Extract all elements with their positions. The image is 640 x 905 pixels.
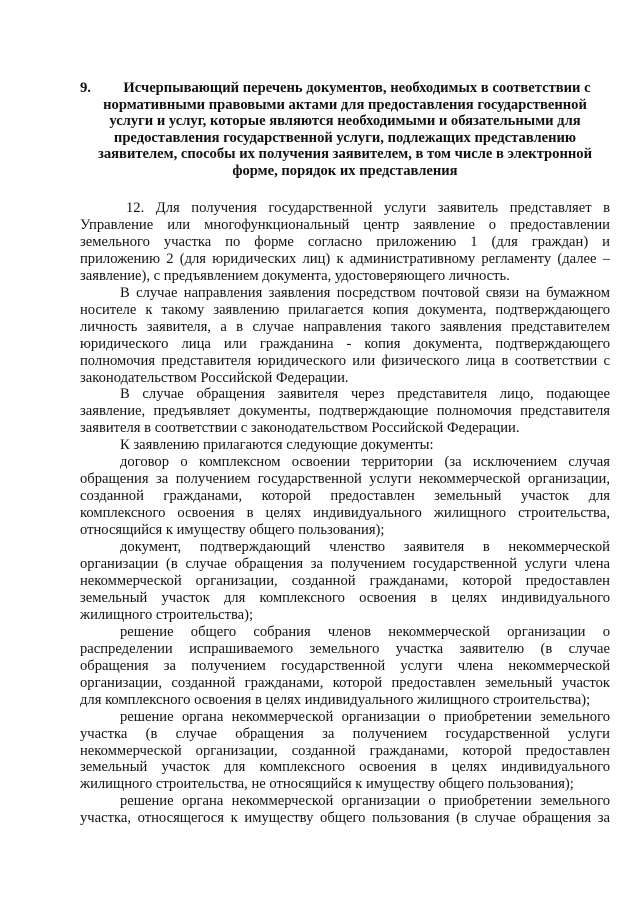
paragraph: [80, 200, 610, 285]
paragraph: [80, 285, 610, 387]
document-body: [80, 200, 610, 827]
heading-line: услуги и услуг, которые являются необходимыми и обязательными для: [109, 113, 581, 130]
text-line: В случае обращения заявителя через представителя лицо, подающее: [120, 386, 610, 403]
paragraph: [80, 437, 610, 454]
text-line: заявление, предъявляет документы, подтверждающие полномочия представителя: [80, 403, 610, 420]
text-line: комплексного освоения в целях индивидуального жилищного строительства,: [80, 505, 610, 522]
text-line: некоммерческой организации, созданной гражданами, которой предоставлен: [80, 742, 610, 759]
heading-line: форме, порядок их представления: [232, 162, 458, 179]
text-line: обращения за получением государственной услуги члена некоммерческой: [80, 657, 610, 674]
list-item: [80, 539, 610, 624]
text-line: обращения за получением государственной услуги некоммерческой организации,: [80, 471, 610, 488]
text-line: заявителя в соответствии с законодательством Российской Федерации.: [80, 420, 520, 437]
text-line: решение общего собрания членов некоммерческой организации о: [120, 623, 610, 640]
text-line: носителе к такому заявлению прилагается копия документа, подтверждающего: [80, 301, 610, 318]
text-line: К заявлению прилагаются следующие документы:: [120, 437, 434, 454]
section-number: 9.: [80, 80, 91, 96]
text-line: участка (в случае обращения за получением государственной услуги: [80, 725, 610, 742]
heading-line: нормативными правовыми актами для предоставления государственной: [103, 96, 587, 113]
list-item: [80, 709, 610, 794]
section-heading: [80, 80, 610, 180]
text-line: жилищного строительства);: [80, 606, 254, 623]
heading-line: заявителем, способы их получения заявителем, в том числе в электронной: [98, 146, 592, 163]
text-line: жилищного строительства, не относящийся к имуществу общего пользования);: [80, 776, 574, 793]
text-line: земельный участок для комплексного освоения в целях индивидуального: [80, 759, 610, 776]
heading-line: предоставления государственной услуги, подлежащих представлению: [113, 129, 577, 146]
text-line: решение органа некоммерческой организации о приобретении земельного: [120, 793, 610, 810]
text-line: Управление или многофункциональный центр заявление о предоставлении: [80, 216, 610, 233]
text-line: относящийся к имуществу общего пользования);: [80, 522, 385, 539]
text-line: 12. Для получения государственной услуги заявитель представляет в: [126, 200, 610, 216]
text-line: участка, относящегося к имуществу общего пользования (в случае обращения за: [80, 810, 610, 827]
text-line: организации, созданной гражданами, которой предоставлен земельный участок: [80, 674, 610, 691]
list-item: [80, 793, 610, 827]
heading-line: Исчерпывающий перечень документов, необходимых в соответствии с: [123, 80, 591, 96]
paragraph: [80, 386, 610, 437]
text-line: для комплексного освоения в целях индивидуального жилищного строительства);: [80, 691, 591, 708]
text-line: приложению 2 (для юридических лиц) к административному регламенту (далее –: [80, 250, 610, 267]
text-line: созданной гражданами, которой предоставлен земельный участок для: [80, 488, 610, 505]
text-line: договор о комплексном освоении территории (за исключением случая: [120, 454, 610, 471]
text-line: земельного участка по форме согласно приложению 1 (для граждан) и: [80, 233, 610, 250]
text-line: решение органа некоммерческой организации о приобретении земельного: [120, 708, 610, 725]
text-line: В случае направления заявления посредством почтовой связи на бумажном: [120, 284, 610, 301]
text-line: организации (в случае обращения за получением государственной услуги члена: [80, 556, 610, 573]
text-line: распределении испрашиваемого земельного участка заявителю (в случае: [80, 640, 610, 657]
list-item: [80, 624, 610, 709]
text-line: земельный участок для комплексного освоения в целях индивидуального: [80, 589, 610, 606]
text-line: личность заявителя, а в случае направления такого заявления представителем: [80, 318, 610, 335]
text-line: полномочия представителя юридического или физического лица в соответствии с: [80, 352, 610, 369]
text-line: юридического лица или гражданина - копия документа, подтверждающего: [80, 335, 610, 352]
list-item: [80, 454, 610, 539]
text-line: некоммерческой организации, созданной гражданами, которой предоставлен: [80, 572, 610, 589]
text-line: законодательством Российской Федерации.: [80, 369, 349, 386]
text-line: документ, подтверждающий членство заявителя в некоммерческой: [120, 539, 610, 556]
text-line: заявление), с предъявлением документа, удостоверяющего личность.: [80, 267, 510, 284]
